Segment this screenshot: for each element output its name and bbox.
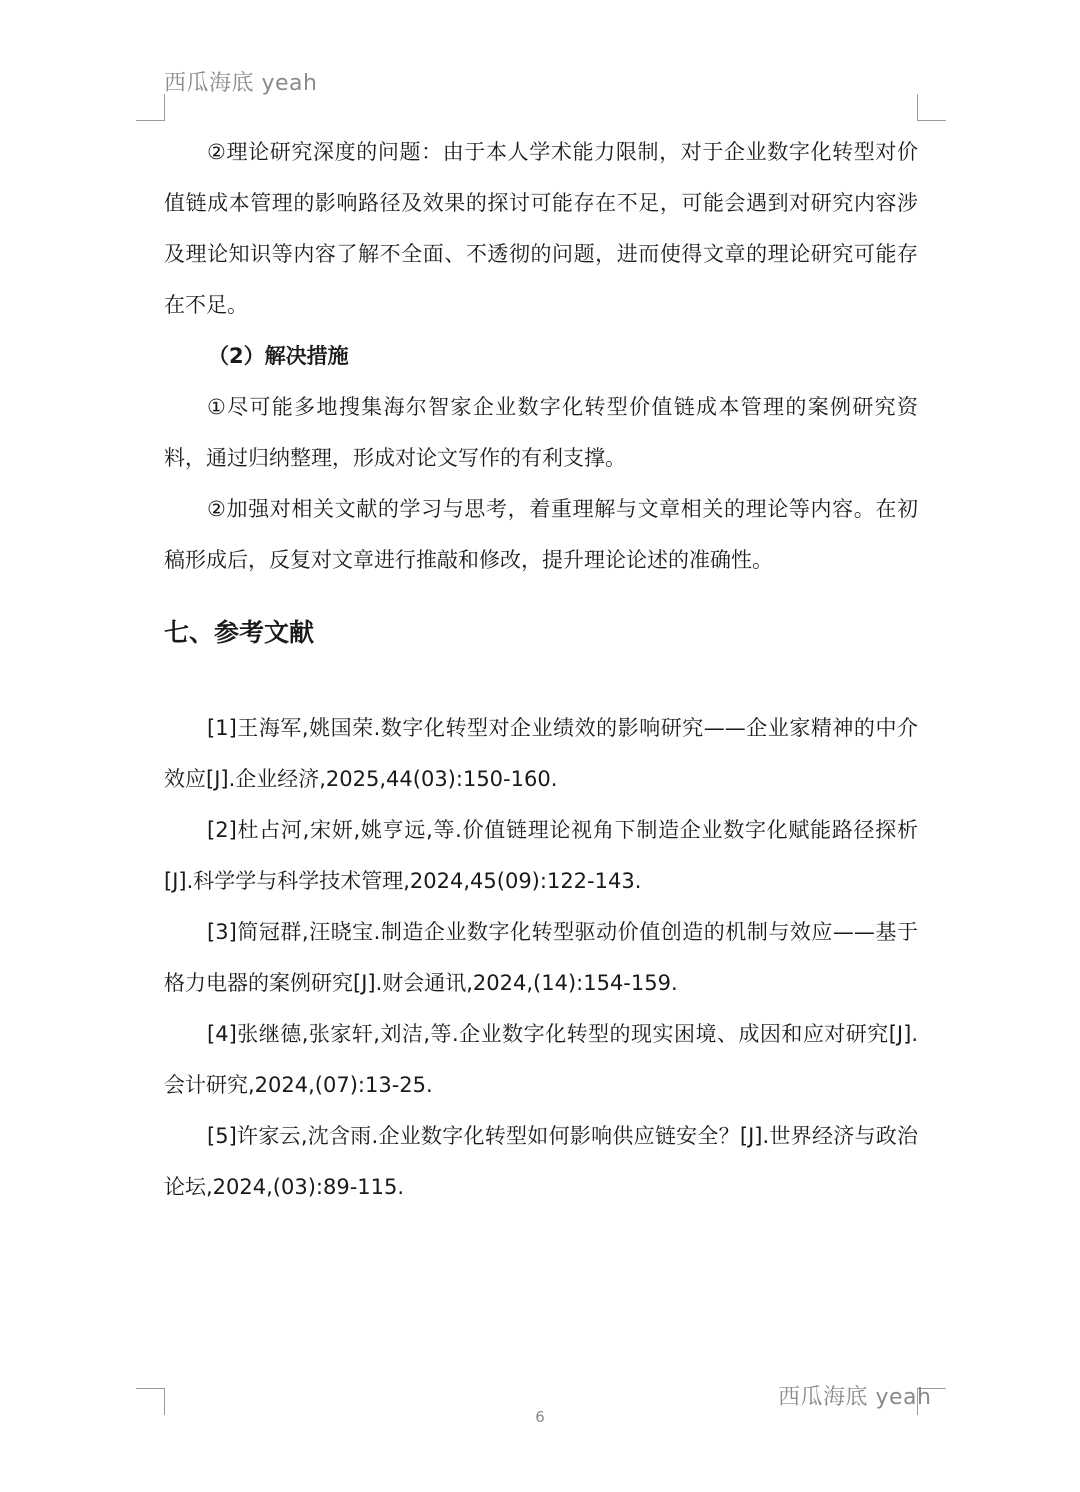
subheading-solutions: （2）解决措施 (208, 344, 349, 368)
page-body (164, 127, 918, 1213)
paragraph-solution-2: ②加强对相关文献的学习与思考，着重理解与文章相关的理论等内容。在初稿形成后，反复对文章进行推敲和修改，提升理论论述的准确性。 (164, 497, 918, 572)
reference-item-4: [4]张继德,张家轩,刘洁,等.企业数字化转型的现实困境、成因和应对研究[J].会计研究,2024,(07):13-25. (164, 1022, 918, 1097)
crop-mark-top-left (136, 94, 165, 121)
section-title-references: 七、参考文献 (164, 618, 315, 647)
header-watermark: 西瓜海底 yeah (164, 71, 318, 96)
paragraph-solution-1: ①尽可能多地搜集海尔智家企业数字化转型价值链成本管理的案例研究资料，通过归纳整理，形成对论文写作的有利支撑。 (164, 395, 918, 470)
reference-item-2: [2]杜占河,宋妍,姚亨远,等.价值链理论视角下制造企业数字化赋能路径探析[J].科学学与科学技术管理,2024,45(09):122-143. (164, 818, 918, 893)
paragraph-theory-depth: ②理论研究深度的问题：由于本人学术能力限制，对于企业数字化转型对价值链成本管理的影响路径及效果的探讨可能存在不足，可能会遇到对研究内容涉及理论知识等内容了解不全面、不透彻的问题，进而使得文章的理论研究可能存在不足。 (164, 140, 918, 317)
page-number: 6 (535, 1408, 545, 1426)
reference-item-1: [1]王海军,姚国荣.数字化转型对企业绩效的影响研究——企业家精神的中介效应[J].企业经济,2025,44(03):150-160. (164, 716, 918, 791)
crop-mark-top-right (917, 94, 946, 121)
reference-item-3: [3]简冠群,汪晓宝.制造企业数字化转型驱动价值创造的机制与效应——基于格力电器的案例研究[J].财会通讯,2024,(14):154-159. (164, 920, 918, 995)
footer-watermark: 西瓜海底 yeah (778, 1385, 932, 1410)
reference-item-5: [5]许家云,沈含雨.企业数字化转型如何影响供应链安全？[J].世界经济与政治论坛,2024,(03):89-115. (164, 1124, 918, 1199)
